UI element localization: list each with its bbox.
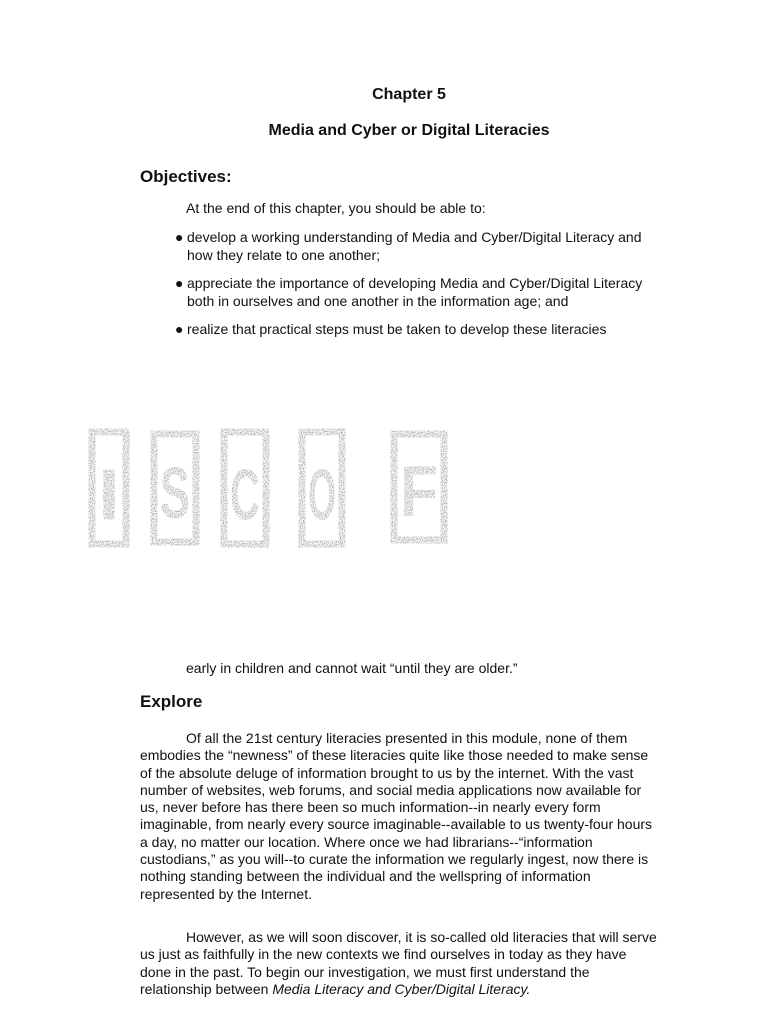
bullet-icon: ●	[175, 321, 184, 337]
explore-paragraph-1: Of all the 21st century literacies presented in this module, none of them embodies the “newness” of these literacies quite like those needed to make sense of the absolute deluge of information brought to us by the internet. With the vast number of websites, web forums, and social media applications now available for us, never before has there been so much information--in nearly every form imaginable, from nearly every source imaginable--available to us twenty-four hours a day, no matter our location. Where once we had librarians--“information custodians,” as you will--to curate the information we regularly ingest, now there is nothing standing between the individual and the wellspring of information represented by the Internet.	[140, 730, 653, 902]
bullet-icon: ●	[175, 229, 184, 245]
stamp-letter: S	[160, 454, 190, 535]
stamp-letter: F	[400, 452, 438, 533]
explore-paragraph-2	[140, 929, 660, 998]
explore-heading: Explore	[140, 692, 203, 711]
list-item	[163, 228, 663, 264]
objective-text: realize that practical steps must be taken to develop these literacies	[187, 321, 607, 337]
paragraph-2-text: However, as we will soon discover, it is so-called old literacies that will serve us just as faithfully in the new contexts we find ourselves in today as they have done in the past. To begin our investigation, we must first understand the relationship between	[140, 929, 657, 997]
list-item	[163, 320, 663, 338]
continuation-text: early in children and cannot wait “until they are older.”	[186, 660, 518, 676]
chapter-number: Chapter 5	[372, 86, 446, 103]
objectives-heading: Objectives:	[140, 167, 232, 186]
objectives-list	[163, 228, 663, 348]
bullet-icon: ●	[175, 275, 184, 291]
paragraph-2-emphasis: Media Literacy and Cyber/Digital Literacy	[272, 980, 527, 997]
stamp-letter: C	[230, 455, 260, 536]
stamp-letter: I	[98, 455, 120, 536]
list-item	[163, 274, 663, 310]
paragraph-2-end: .	[526, 980, 531, 997]
iscof-watermark-logo	[88, 428, 448, 548]
objective-text: develop a working understanding of Media and Cyber/Digital Literacy and how they relate to one another;	[187, 229, 642, 263]
stamp-letter: O	[308, 455, 336, 536]
objectives-intro: At the end of this chapter, you should be able to:	[186, 200, 486, 216]
chapter-title: Media and Cyber or Digital Literacies	[268, 122, 550, 139]
objective-text: appreciate the importance of developing Media and Cyber/Digital Literacy both in ourselves and one another in the information age; and	[187, 275, 643, 309]
